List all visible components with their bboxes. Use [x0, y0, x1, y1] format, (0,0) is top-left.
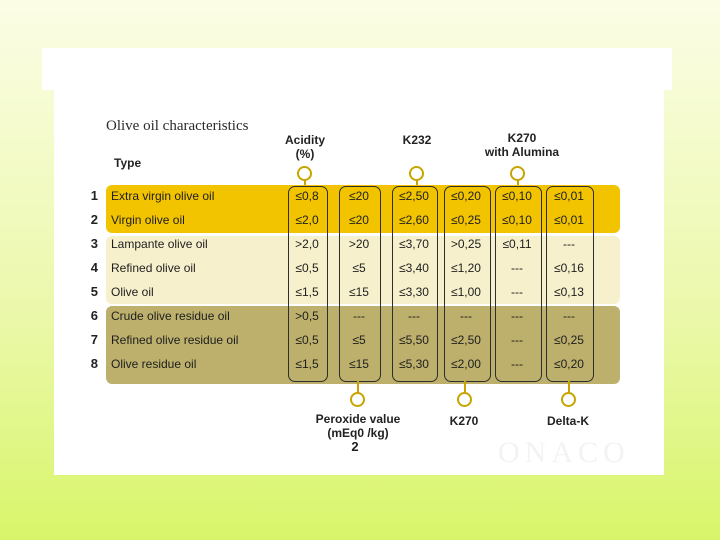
olive-oil-table-figure	[54, 90, 664, 475]
table-cell: ≤3,70	[399, 237, 429, 251]
connector-circle-k270-alumina	[510, 166, 525, 181]
header-acidity	[280, 133, 330, 161]
row-number: 1	[90, 188, 98, 203]
table-cell: ---	[511, 333, 523, 347]
connector-circle-peroxide	[350, 392, 365, 407]
header-k270: K270	[449, 414, 479, 428]
table-cell: ≤1,5	[295, 357, 319, 371]
table-cell: ≤0,10	[502, 213, 532, 227]
row-oil-type: Refined olive residue oil	[111, 333, 239, 347]
table-cell: ≤0,5	[295, 333, 319, 347]
row-number: 5	[90, 284, 98, 299]
header-delta-k: Delta-K	[546, 414, 589, 428]
table-cell: ≤3,40	[399, 261, 429, 275]
row-oil-type: Olive oil	[111, 285, 154, 299]
table-cell: >0,5	[295, 309, 319, 323]
table-cell: ≤2,0	[295, 213, 319, 227]
table-cell: ≤1,5	[295, 285, 319, 299]
watermark-logo: ONACO	[498, 436, 630, 469]
header-peroxide-subscript: 2	[351, 439, 359, 454]
table-cell: ≤0,13	[554, 285, 584, 299]
header-k270-alumina: K270 with Alumina	[484, 131, 560, 159]
table-cell: ≤20	[349, 213, 369, 227]
table-cell: ≤0,01	[554, 213, 584, 227]
table-cell: ≤0,5	[295, 261, 319, 275]
table-cell: ≤20	[349, 189, 369, 203]
table-cell: ≤2,60	[399, 213, 429, 227]
header-type: Type	[114, 156, 142, 170]
row-number: 8	[90, 356, 98, 371]
table-cell: ≤0,20	[554, 357, 584, 371]
table-cell: ---	[511, 285, 523, 299]
table-cell: ---	[563, 237, 575, 251]
row-number: 6	[90, 308, 98, 323]
row-oil-type: Refined olive oil	[111, 261, 196, 275]
table-cell: >0,25	[450, 237, 482, 251]
table-cell: ≤0,11	[502, 237, 532, 251]
table-cell: ≤0,25	[554, 333, 584, 347]
table-cell: ≤5	[352, 333, 366, 347]
table-cell: ≤0,01	[554, 189, 584, 203]
row-oil-type: Extra virgin olive oil	[111, 189, 215, 203]
row-oil-type: Lampante olive oil	[111, 237, 208, 251]
row-oil-type: Virgin olive oil	[111, 213, 185, 227]
table-cell: ≤2,00	[451, 357, 481, 371]
connector-circle-acidity	[297, 166, 312, 181]
table-cell: ≤5,30	[399, 357, 429, 371]
row-number: 7	[90, 332, 98, 347]
table-cell: ≤15	[349, 357, 369, 371]
table-cell: ---	[460, 309, 472, 323]
table-cell: ---	[511, 309, 523, 323]
connector-circle-delta-k	[561, 392, 576, 407]
table-cell: ≤5,50	[399, 333, 429, 347]
header-peroxide: Peroxide value (mEq0 /kg)	[315, 412, 401, 440]
connector-circle-k270	[457, 392, 472, 407]
top-white-banner	[42, 48, 672, 90]
row-number: 3	[90, 236, 98, 251]
table-cell: >20	[348, 237, 370, 251]
table-cell: ≤2,50	[399, 189, 429, 203]
table-cell: >2,0	[295, 237, 319, 251]
table-cell: ---	[511, 261, 523, 275]
table-cell: ---	[511, 357, 523, 371]
table-cell: ≤0,20	[451, 189, 481, 203]
header-k232: K232	[402, 133, 432, 147]
table-cell: ---	[408, 309, 420, 323]
table-cell: ≤1,00	[451, 285, 481, 299]
table-cell: ≤0,16	[554, 261, 584, 275]
table-cell: ---	[563, 309, 575, 323]
table-cell: ≤15	[349, 285, 369, 299]
header-acidity-label: Acidity (%)	[284, 133, 325, 161]
row-number: 4	[90, 260, 98, 275]
table-cell: ---	[353, 309, 365, 323]
row-oil-type: Crude olive residue oil	[111, 309, 230, 323]
table-cell: ≤0,8	[295, 189, 319, 203]
row-number: 2	[90, 212, 98, 227]
table-cell: ≤0,10	[502, 189, 532, 203]
connector-circle-k232	[409, 166, 424, 181]
table-cell: ≤5	[352, 261, 366, 275]
table-cell: ≤3,30	[399, 285, 429, 299]
row-oil-type: Olive residue oil	[111, 357, 197, 371]
table-cell: ≤0,25	[451, 213, 481, 227]
table-cell: ≤1,20	[451, 261, 481, 275]
figure-title: Olive oil characteristics	[106, 118, 249, 134]
table-cell: ≤2,50	[451, 333, 481, 347]
